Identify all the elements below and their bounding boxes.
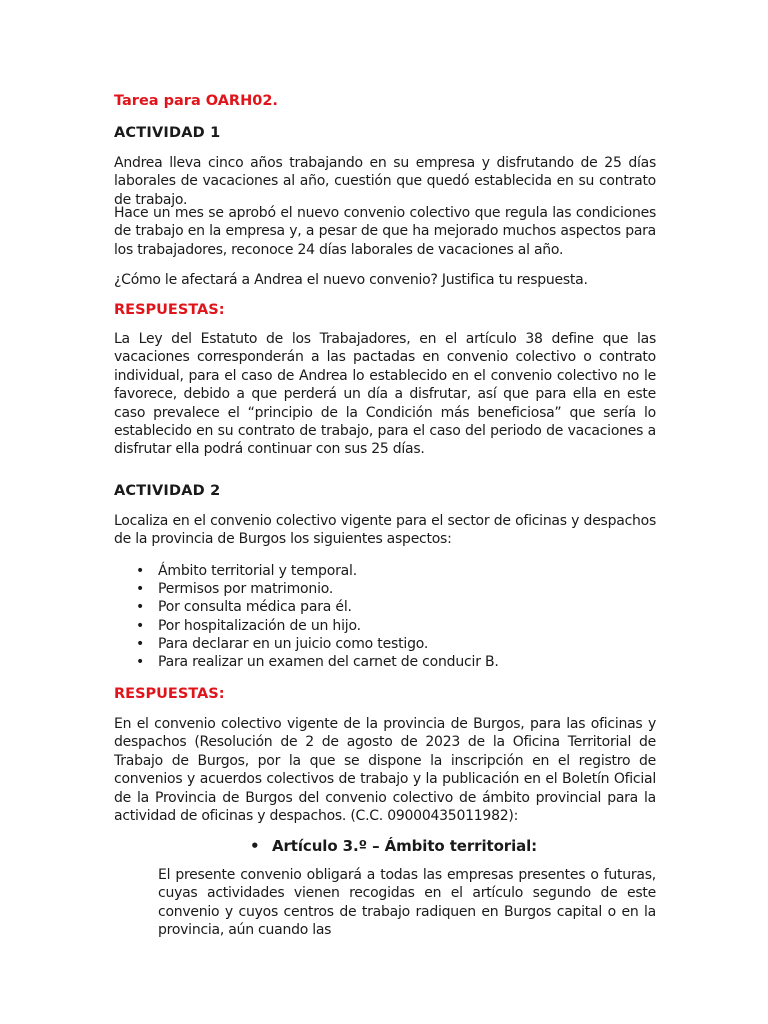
list-item: • Para realizar un examen del carnet de conducir B. [114,653,656,671]
activity-1-question: ¿Cómo le afectará a Andrea el nuevo convenio? Justifica tu respuesta. [114,272,588,288]
list-item: • Permisos por matrimonio. [114,580,656,598]
activity-1-paragraph-1: Andrea lleva cinco años trabajando en su empresa y disfrutando de 25 días laborales de vacaciones al año, cuestión que quedó establecida en su contrato de trabajo. [114,155,656,208]
activity-2-heading: ACTIVIDAD 2 [114,483,221,499]
activity-1-answers-heading: RESPUESTAS: [114,302,225,318]
list-item: • Para declarar en un juicio como testigo. [114,635,656,653]
activity-1-answer: La Ley del Estatuto de los Trabajadores, en el artículo 38 define que las vacaciones corresponderán a las pactadas en convenio colectivo o contrato individual, para el caso de Andrea lo establecido en el convenio colectivo no le favorece, debido a que perderá un día a disfrutar, así que para ella en este caso prevalece el “principio de la Condición más beneficiosa” que sería lo establecido en su contrato de trabajo, para el caso del periodo de vacaciones a disfrutar ella podrá continuar con sus 25 días. [114,331,656,458]
list-item: • Por hospitalización de un hijo. [114,617,656,635]
document-title: Tarea para OARH02. [114,93,278,109]
activity-1-paragraph-2: Hace un mes se aprobó el nuevo convenio colectivo que regula las condiciones de trabajo en la empresa y, a pesar de que ha mejorado muchos aspectos para los trabajadores, reconoce 24 días laborales de vacaciones al año. [114,205,656,258]
activity-2-answers-heading: RESPUESTAS: [114,686,225,702]
activity-2-aspects-list [114,562,656,671]
list-item: • Por consulta médica para él. [114,598,656,616]
activity-2-paragraph-1: Localiza en el convenio colectivo vigente para el sector de oficinas y despachos de la provincia de Burgos los siguientes aspectos: [114,513,656,548]
activity-2-answer: En el convenio colectivo vigente de la provincia de Burgos, para las oficinas y despachos (Resolución de 2 de agosto de 2023 de la Oficina Territorial de Trabajo de Burgos, por la que se dispone la inscripción en el registro de convenios y acuerdos colectivos de trabajo y la publicación en el Boletín Oficial de la Provincia de Burgos del convenio colectivo de ámbito provincial para la actividad de oficinas y despachos. (C.C. 09000435011982): [114,716,656,825]
article-3-heading: • Artículo 3.º – Ámbito territorial: [228,837,768,855]
article-3-text: El presente convenio obligará a todas las empresas presentes o futuras, cuyas actividades vienen recogidas en el artículo segundo de este convenio y cuyos centros de trabajo radiquen en Burgos capital o en la provincia, aún cuando las [158,867,656,939]
list-item: • Ámbito territorial y temporal. [114,562,656,580]
activity-1-heading: ACTIVIDAD 1 [114,125,221,141]
